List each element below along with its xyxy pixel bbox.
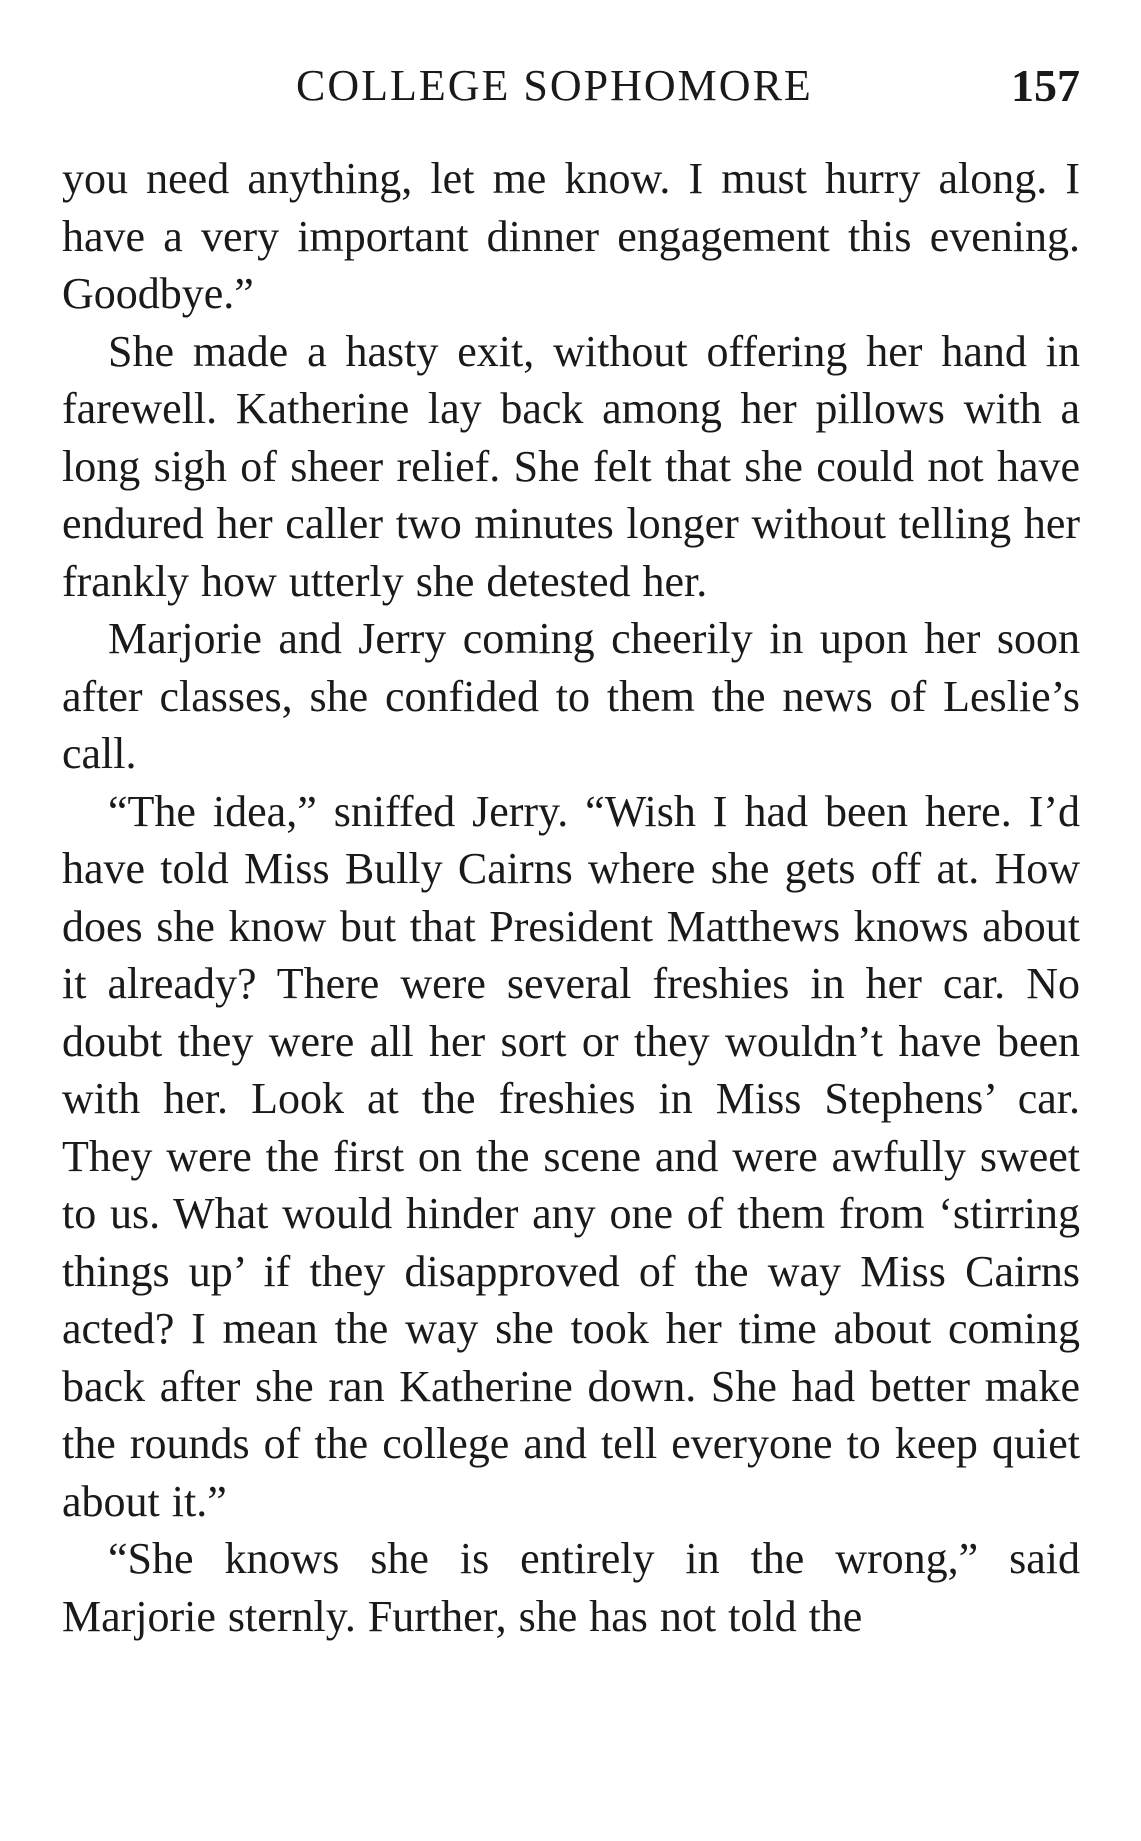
paragraph: She made a hasty exit, without offering her hand in farewell. Katherine lay back among her pillows with a long sigh of sheer relief. She felt that she could not have endured her caller two minutes longer without telling her frankly how utterly she detested her. [62,326,1080,606]
paragraph: Marjorie and Jerry coming cheerily in upon her soon after classes, she confided to them the news of Leslie’s call. [62,614,1080,778]
running-title: COLLEGE SOPHOMORE [296,61,813,110]
body-text [62,150,1080,1645]
running-header [60,56,1080,116]
page-number: 157 [1011,60,1080,111]
paragraph-continuation: you need anything, let me know. I must hurry along. I have a very important dinner engagement this evening. Goodbye.” [62,154,1080,318]
paragraph: “The idea,” sniffed Jerry. “Wish I had been here. I’d have told Miss Bully Cairns where she gets off at. How does she know but that President Matthews knows about it already? There were several freshies in her car. No doubt they were all her sort or they wouldn’t have been with her. Look at the freshies in Miss Stephens’ car. They were the first on the scene and were awfully sweet to us. What would hinder any one of them from ‘stirring things up’ if they disapproved of the way Miss Cairns acted? I mean the way she took her time about coming back after she ran Katherine down. She had better make the rounds of the college and tell everyone to keep quiet about it.” [62,786,1080,1526]
paragraph: “She knows she is entirely in the wrong,” said Marjorie sternly. Further, she has not told the [62,1534,1080,1641]
